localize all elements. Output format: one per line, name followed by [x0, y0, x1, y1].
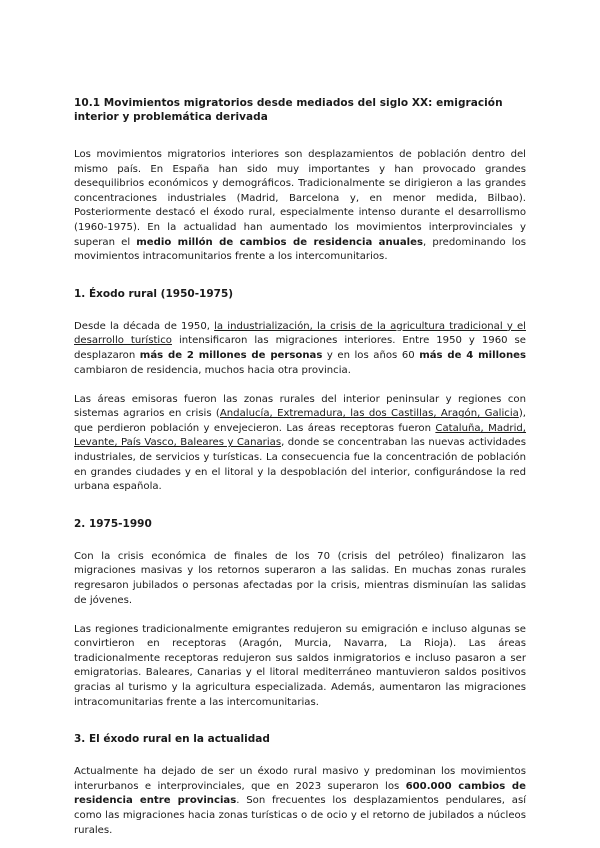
section2-paragraph-2: Las regiones tradicionalmente emigrantes redujeron su emigración e incluso algunas se convirtieron en receptoras (Aragón, Murcia, Navarra, La Rioja). Las áreas tradicionalmente receptoras redujeron sus saldos inmigratorios e incluso pasaron a ser emigratorias. Baleares, Canarias y el litoral mediterráneo mantuvieron saldos positivos gracias al turismo y la agricultura especializada. Además, aumentaron las migraciones intracomunitarias frente a las intercomunitarias. [74, 623, 526, 708]
s1p1-text: cambiaron de residencia, muchos hacia otra provincia. [74, 364, 351, 376]
intro-paragraph [74, 148, 526, 265]
s1p1-text: y en los años 60 [322, 349, 420, 361]
s1p1-bold: más de 4 millones [419, 349, 527, 361]
s3p1-text: Actualmente ha dejado de ser un éxodo rural masivo y predominan los movimientos interurbanos e interprovinciales, que en 2023 superaron los [74, 766, 526, 792]
s3p1-text: . Son frecuentes los desplazamientos pendulares, así como las migraciones hacia zonas turísticas o de ocio y el retorno de jubilados a núcleos rurales. [74, 795, 527, 836]
s1p2-text: Las áreas emisoras fueron las zonas rurales del interior peninsular y regiones con sistemas agrarios en crisis ( [74, 393, 526, 420]
s1p2-text: , donde se concentraban las nuevas actividades industriales, de servicios y turísticas. La consecuencia fue la concentración de población en grandes ciudades y en el litoral y la despoblación del interior, configurándose la red urbana española. [74, 437, 526, 493]
section1-paragraph-1 [74, 320, 526, 378]
section2-heading: 2. 1975-1990 [74, 517, 152, 530]
section3-heading: 3. El éxodo rural en la actualidad [74, 733, 270, 746]
s1p1-underline: la industrialización, la crisis de la agricultura tradicional y el desarrollo turístico [74, 320, 526, 347]
section1-heading: 1. Éxodo rural (1950-1975) [74, 287, 234, 300]
intro-bold: medio millón de cambios de residencia anuales [136, 236, 423, 248]
intro-text-end: , predominando los movimientos intracomunitarios frente a los intercomunitarios. [74, 236, 527, 263]
s1p1-text: intensificaron las migraciones interiores. Entre 1950 y 1960 se desplazaron [74, 335, 527, 361]
s1p1-text: Desde la década de 1950, [74, 320, 215, 332]
s1p2-text: ), que perdieron población y envejecieron. Las áreas receptoras fueron [74, 408, 526, 434]
intro-text: Los movimientos migratorios interiores son desplazamientos de población dentro del mismo país. En España han sido muy importantes y han provocado grandes desequilibrios económicos y demográficos. Tradicionalmente se dirigieron a las grandes concentraciones industriales (Madrid, Barcelona y, en menor medida, Bilbao). Posteriormente destacó el éxodo rural, especialmente intenso durante el desarrollismo (1960-1975). En la actualidad han aumentado los movimientos interprovinciales y superan el [74, 149, 526, 248]
s1p1-bold: más de 2 millones de personas [139, 349, 323, 361]
s3p1-bold: 600.000 cambios de residencia entre provincias [74, 780, 526, 807]
section3-paragraph-1 [74, 765, 526, 838]
section2-paragraph-1: Con la crisis económica de finales de los 70 (crisis del petróleo) finalizaron las migraciones masivas y los retornos superaron a las salidas. En muchas zonas rurales regresaron jubilados o personas afectadas por la crisis, mientras disminuían las salidas de jóvenes. [74, 550, 526, 606]
s1p2-underline: Cataluña, Madrid, Levante, País Vasco, Baleares y Canarias [74, 422, 527, 449]
page-title: 10.1 Movimientos migratorios desde mediados del siglo XX: emigración interior y problemática derivada [74, 97, 503, 123]
s1p2-underline: Andalucía, Extremadura, las dos Castillas, Aragón, Galicia [219, 408, 519, 420]
section1-paragraph-2 [74, 393, 526, 495]
